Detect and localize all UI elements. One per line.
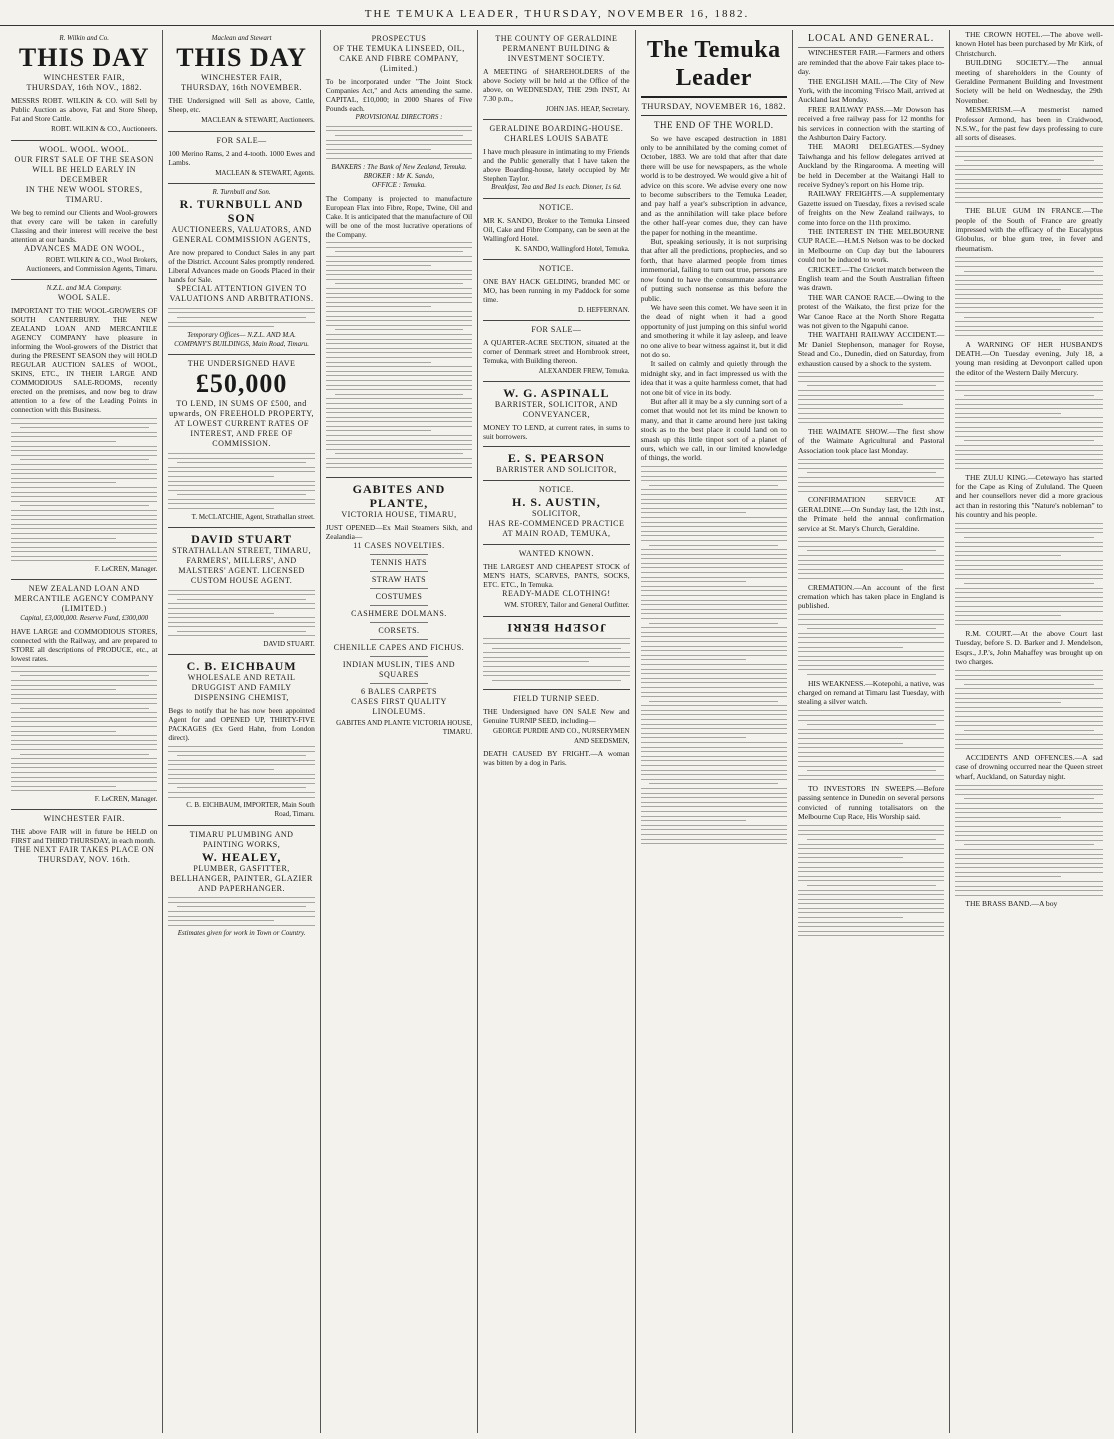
ad-body: THE LARGEST AND CHEAPEST STOCK of MEN'S HATS, SCARVES, PANTS, SOCKS, ETC. ETC., In Temuka. <box>483 562 630 590</box>
ad-body: 100 Merino Rams, 2 and 4-tooth. 1000 Ewes and Lambs. <box>168 148 315 167</box>
ad-body: Begs to notify that he has now been appointed Agent for and OPENED UP, THIRTY-FIVE PACKAGES (Ex Gerd Hahn, from London direct). <box>168 706 315 743</box>
ad-subtitle: WHOLESALE AND RETAIL DRUGGIST AND FAMILY DISPENSING CHEMIST, <box>187 673 296 703</box>
ad-sando-notice <box>483 199 629 260</box>
ad-text-lines <box>168 897 314 926</box>
news-item: THE WAR CANOE RACE.—Owing to the protest of the Waikato, the first prize for the War Canoe Race at the North Shore Regatta was not given to the Ngapuhi canoe. <box>797 292 945 331</box>
news-item: A WARNING OF HER HUSBAND'S DEATH.—On Tuesday evening, July 18, a young man residing at Devonport called upon the editor of the Western Daily Mercury. <box>955 339 1103 377</box>
ad-gelding-notice <box>483 260 629 321</box>
news-item: ACCIDENTS AND OFFENCES.—A sad case of drowning occurred near the Queen street wharf, Auckland, on Saturday night. <box>955 752 1103 781</box>
ad-signature: GABITES AND PLANTE VICTORIA HOUSE, TIMARU. <box>336 718 473 737</box>
news-item: THE ZULU KING.—Cetewayo has started for the Cape as King of Zululand. The Queen and her counsellors never did a more gracious act than in restoring this "Nature's nobleman" to his country and his people. <box>955 472 1103 520</box>
ad-offices: Temporary Offices— N.Z.L. AND M.A. COMPANY'S BUILDINGS, Main Road, Timaru. <box>174 330 310 349</box>
news-text-lines <box>955 257 1102 336</box>
ad-footer: Estimates given for work in Town or Country. <box>177 929 306 938</box>
article-text-lines <box>641 466 787 844</box>
ad-tennis-hats: TENNIS HATS <box>371 557 427 567</box>
ad-meals: Breakfast, Tea and Bed 1s each. Dinner, 1s 6d. <box>491 183 622 192</box>
ad-bankers: BANKERS : The Bank of New Zealand, Temuka. <box>331 162 467 171</box>
ad-text-lines <box>168 746 314 798</box>
news-item: TO INVESTORS IN SWEEPS.—Before passing sentence in Dunedin on several persons convicted of running totalisators on the Melbourne Cup Race, His Worship said. <box>797 783 945 822</box>
ad-subtitle: SOLICITOR, <box>532 509 581 519</box>
ad-firm: R. Wilkin and Co. <box>59 34 109 42</box>
ad-title: PROSPECTUS <box>371 34 427 43</box>
ad-bales: 6 BALES CARPETS <box>360 686 437 696</box>
ad-section-sale <box>483 321 629 382</box>
ad-body: We beg to remind our Clients and Wool-growers that every care will be taken in carefully Classing and their interest will receive the best attention at our hands. <box>11 207 158 244</box>
ad-text-lines <box>168 453 314 509</box>
header-text: THE TEMUKA LEADER, THURSDAY, NOVEMBER 16, 1882. <box>364 8 750 20</box>
article-paragraph: But after all it may be a sly cunning sort of a comet that would not let its mind be known to many, and that it came around here just taking stock as to the best place it could land on to smash up this little tinpot sort of a planet of ours, which we call, in our limited knowledge of things, the world. <box>640 396 787 463</box>
ad-title: WOOL SALE. <box>57 293 111 303</box>
ad-body: To be incorporated under "The Joint Stock Companies Act," and Acts amending the same. CAPITAL, £10,000; in 2000 Shares of Five Pounds each. <box>325 77 473 113</box>
ad-linoleums: CASES FIRST QUALITY LINOLEUMS. <box>351 696 447 716</box>
news-text-lines <box>798 710 944 780</box>
ad-next-fair: THE NEXT FAIR TAKES PLACE ON THURSDAY, NOV. 16th. <box>14 845 155 865</box>
ad-signature: DAVID STUART. <box>263 640 315 649</box>
ad-advances: ADVANCES MADE ON WOOL, <box>23 243 145 253</box>
news-item: THE INTEREST IN THE MELBOURNE CUP RACE.—H.M.S Nelson was to be docked in Melbourne on Cup day but the labourers could not be induced to work. <box>797 227 945 265</box>
ad-title: NEW ZEALAND LOAN AND MERCANTILE AGENCY COMPANY (LIMITED.) <box>14 584 155 614</box>
news-text-lines <box>955 523 1102 625</box>
ad-signature: WM. STOREY, Tailor and General Outfitter. <box>504 601 630 610</box>
ad-title: R. TURNBULL AND SON <box>179 197 304 226</box>
news-text-lines <box>955 785 1102 896</box>
ad-name: W. HEALEY, <box>201 849 282 864</box>
news-text-lines <box>955 670 1102 749</box>
ad-corsets: CORSETS. <box>378 625 420 635</box>
ad-heading: THE UNDERSIGNED HAVE <box>187 359 296 369</box>
news-text-lines <box>798 614 944 675</box>
ad-title: NOTICE. <box>538 263 574 273</box>
news-item: MESMERISM.—A mesmerist named Professor Armond, has been in Craidwood, N.S.W., for the past few days professing to cure all sorts of diseases. <box>955 105 1103 143</box>
news-item: R.M. COURT.—At the above Court last Tuesday, before S. D. Barker and J. Mendelson, Esqrs., J.P.'s, John Mahaffey was brought up on two charges. <box>955 628 1103 667</box>
news-item: THE CROWN HOTEL.—The above well-known Hotel has been purchased by Mr Kirk, of Christchurch. <box>955 30 1103 58</box>
news-item: THE BLUE GUM IN FRANCE.—The people of the South of France are greatly impressed with the efficacy of the Eucalyptus Globulus, or blue gum tree, in fever and rheumatism. <box>955 206 1103 253</box>
ad-firm: N.Z.L. and M.A. Company. <box>46 284 122 293</box>
ad-title: WANTED KNOWN. <box>518 549 594 559</box>
ad-broker: BROKER : Mr K. Sando, <box>363 171 435 180</box>
ad-signature: T. McCLATCHIE, Agent, Strathallan street. <box>191 512 315 521</box>
news-item: THE MAORI DELEGATES.—Sydney Taiwhanga and his fellow delegates arrived at Auckland by the Ringarooma. A meeting will be held in December at the Waitangi Hall to receive Sydney's report on his Home trip. <box>797 142 945 189</box>
ad-aspinall <box>483 382 629 447</box>
ad-title: DAVID STUART <box>191 531 293 546</box>
masthead-title: The Temuka Leader <box>646 37 781 91</box>
article-paragraph: We have seen this comet. We have seen it in the dead of night when it had a good opportunity of just jumping on this sinful world and smothering it while it lay asleep, and leave no one alive to bear witness against it, but it did not do so. <box>640 302 787 359</box>
ad-pearson <box>483 447 629 481</box>
news-item: RAILWAY FREIGHTS.—A supplementary Gazette issued on Tuesday, fixes a revised scale of freights on the New Zealand railways, to come into force on the 11th proximo. <box>797 189 945 227</box>
ad-body: I have much pleasure in intimating to my Friends and the Public generally that I have taken the above Boarding-house, lately occupied by Mr Stephen Taylor. <box>483 147 630 184</box>
ad-text-lines <box>168 308 314 327</box>
ad-signature: JOHN JAS. HEAP, Secretary. <box>546 105 630 113</box>
ad-maclean-fair <box>168 30 314 132</box>
local-news <box>798 48 944 936</box>
news-item: THE ENGLISH MAIL.—The City of New York, with the incoming 'Frisco Mail, arrived at Auckland last Monday. <box>797 76 945 105</box>
ad-title: WOOL. WOOL. WOOL. <box>39 144 130 154</box>
ad-subtitle: BARRISTER, SOLICITOR, AND CONVEYANCER, <box>494 400 618 420</box>
news-item: BUILDING SOCIETY.—The annual meeting of shareholders in the County of Geraldine Permanent Building and Investment Society will be held on Wednesday, the 29th November. <box>955 58 1103 105</box>
ad-signature: C. B. EICHBAUM, IMPORTER, Main South Road, Timaru. <box>186 801 315 819</box>
dateline: THURSDAY, NOVEMBER 16, 1882. <box>641 98 787 116</box>
news-item: CONFIRMATION SERVICE AT GERALDINE.—On Sunday last, the 12th inst., the Primate held the annual confirmation service at St. Mary's Church, Geraldine. <box>797 495 945 533</box>
ad-firm: R. Turnbull and Son. <box>212 187 271 196</box>
ad-signature: GEORGE PURDIE AND CO., NURSERYMEN AND SEEDSMEN, <box>493 727 630 745</box>
column-1 <box>6 30 163 1433</box>
news-text-lines <box>798 537 944 579</box>
ad-body: THE Undersigned have ON SALE New and Genuine TURNIP SEED, including— <box>483 707 630 726</box>
ad-title: THIS DAY <box>18 43 150 73</box>
masthead <box>641 30 787 98</box>
ad-text-lines <box>483 638 629 680</box>
news-item: THE BRASS BAND.—A boy <box>965 899 1058 909</box>
ad-rams-sale <box>168 132 314 184</box>
ad-title: JOSEPH BERRI <box>506 620 607 635</box>
article-paragraph: So we have escaped destruction in 1881 only to be annihilated by the coming comet of October, 1883. We are told that after that date there will be use for newspapers, as the whole world is to be destroyed. We would give a hit of advice on this score. We advise every one now to become subscribers to the Temuka Leader, and pay half a year's subscription in advance, and as the annihilation will take place before the other half-year comes due, they can have the paper for nothing in the meantime. <box>640 133 787 237</box>
ad-wilkin-fair <box>11 30 157 141</box>
ad-text-lines <box>326 242 472 468</box>
news-item: WINCHESTER FAIR.—Farmers and others are reminded that the above Fair takes place to-day. <box>797 48 945 77</box>
ad-body: FARMERS', MILLERS', AND MALSTERS' AGENT. LICENSED CUSTOM HOUSE AGENT. <box>178 555 305 585</box>
leader-article <box>641 121 787 844</box>
ad-berri-inverted <box>483 617 629 691</box>
column-3 <box>321 30 478 1433</box>
ad-winchester-fair <box>11 810 157 870</box>
ad-nz-loan <box>11 580 157 810</box>
news-item: FREE RAILWAY PASS.—Mr Dowson has received a free railway pass for 12 months for his services in connection with the starting of the Ashburton Dairy Factory. <box>797 104 945 142</box>
ad-signature: MACLEAN & STEWART, Auctioneers. <box>201 116 315 125</box>
article-paragraph: It sailed on calmly and quietly through the midnight sky, and in fact impressed us with the idea that it was a quite harmless comet, that had not one bit of vice in its body. <box>640 359 787 397</box>
ad-signature: F. LeCREN, Manager. <box>94 794 158 803</box>
news-text-lines <box>798 372 944 424</box>
ad-signature: F. LeCREN, Manager. <box>94 565 158 574</box>
page-header <box>0 0 1114 26</box>
ad-title: THIS DAY <box>176 43 307 73</box>
ad-prospectus <box>326 30 472 478</box>
ad-signature: ALEXANDER FREW, Temuka. <box>538 367 630 376</box>
ad-amount: £50,000 <box>195 369 288 399</box>
article-title: THE END OF THE WORLD. <box>654 120 774 131</box>
ad-title: FOR SALE— <box>531 325 582 335</box>
ad-body: JUST OPENED—Ex Mail Steamers Sikh, and Zealandia— <box>325 522 473 541</box>
ad-david-stuart <box>168 528 314 655</box>
news-text-lines <box>955 146 1102 202</box>
ad-nzlma-wool <box>11 280 157 580</box>
ad-costumes: COSTUMES <box>375 591 423 601</box>
ad-text-lines <box>168 590 314 637</box>
ad-office: OFFICE : Temuka. <box>371 181 426 190</box>
ad-subtitle: AUCTIONEERS, VALUATORS, AND GENERAL COMMISSION AGENTS, <box>171 225 312 245</box>
ad-wool-sale <box>11 141 157 281</box>
ad-body: THE above FAIR will in future be HELD on FIRST and THIRD THURSDAY, in each month. <box>11 827 158 846</box>
ad-body: HAS RE-COMMENCED PRACTICE AT MAIN ROAD, TEMUKA, <box>488 519 625 539</box>
ad-title: THE COUNTY OF GERALDINE PERMANENT BUILDING & INVESTMENT SOCIETY. <box>495 34 618 63</box>
ad-body: IMPORTANT TO THE WOOL-GROWERS OF SOUTH CANTERBURY. THE NEW ZEALAND LOAN AND MERCANTILE AGENCY COMPANY have pleasure in informing the Wool-growers of the District that during the PRESENT SEASON they will HOLD REGULAR AUCTION SALES of WOOL, SKINS, ETC., IN THEIR LARGE AND COMMODIOUS SALE-ROOMS, recently erected on the premises, and now beg to draw attention to a few of the Leading Points in connection with this Business. <box>11 306 158 415</box>
ad-text-lines <box>326 126 472 159</box>
ad-dolmans: CASHMERE DOLMANS. <box>351 608 447 618</box>
ad-turnip-seed <box>483 690 629 772</box>
column-2 <box>163 30 320 1433</box>
local-news-continued <box>955 30 1102 909</box>
ad-title: TIMARU PLUMBING AND PAINTING WORKS, <box>189 829 294 849</box>
ad-signature: MACLEAN & STEWART, Agents. <box>215 168 315 177</box>
ad-money-lend <box>168 355 314 528</box>
column-4 <box>478 30 635 1433</box>
ad-date: THURSDAY, 16th NOVEMBER. <box>181 83 303 93</box>
ad-body: PLUMBER, GASFITTER, BELLHANGER, PAINTER, GLAZIER AND PAPERHANGER. <box>170 863 313 893</box>
ad-muslin: INDIAN MUSLIN, TIES AND SQUARES <box>342 659 456 679</box>
ad-boarding-house <box>483 120 629 198</box>
ad-title: W. G. ASPINALL <box>503 386 610 401</box>
ad-body: Are now prepared to Conduct Sales in any part of the District. Account Sales promptly rendered. Liberal Advances made on Goods Placed in their hands for Sale. <box>168 248 315 285</box>
ad-title: GABITES AND PLANTE, <box>352 481 446 510</box>
ad-capital: Capital, £3,000,000. Reserve Fund, £300,000 <box>20 614 149 623</box>
ad-title: GERALDINE BOARDING-HOUSE. <box>489 124 624 134</box>
ad-body: MESSRS ROBT. WILKIN & CO. will Sell by Public Auction as above, Fat and Store Sheep, Fat and Store Cattle. <box>11 96 158 124</box>
ad-name: CHARLES LOUIS SABATE <box>504 134 609 144</box>
ad-text-lines <box>11 666 157 791</box>
ad-death-fright: DEATH CAUSED BY FRIGHT.—A woman was bitten by a dog in Paris. <box>483 748 630 767</box>
ad-text: The Company is projected to manufacture European Flax into Fibre, Rope, Twine, Oil and Cake. It is anticipated that the manufacture of Oil will be one of the most lucrative operations of the Company. <box>325 193 473 239</box>
ad-body: ONE BAY HACK GELDING, branded MC or MO, has been running in my Paddock for some time. <box>483 276 630 304</box>
news-text-lines <box>798 459 944 492</box>
news-text-lines <box>798 825 944 936</box>
ad-body: A QUARTER-ACRE SECTION, situated at the corner of Denmark street and Hornbrook street, Temuka, with Building thereon. <box>483 338 630 366</box>
ad-subtitle: OF THE TEMUKA LINSEED, OIL, CAKE AND FIBRE COMPANY, (Limited.) <box>333 44 465 73</box>
ad-title: FIELD TURNIP SEED. <box>513 694 600 704</box>
ad-title: NOTICE. <box>538 485 574 495</box>
ad-location: IN THE NEW WOOL STORES, TIMARU. <box>25 184 143 204</box>
newspaper-columns <box>6 30 1108 1433</box>
ad-eichbaum <box>168 655 314 825</box>
news-item: THE WAITAHI RAILWAY ACCIDENT.—Mr Daniel Stephenson, manager for Royse, Stead and Co., Dunedin, died on Saturday, from exhaustion caused by a shock to the system. <box>797 330 945 368</box>
ad-title: C. B. EICHBAUM <box>186 659 297 674</box>
ad-subtitle: BARRISTER AND SOLICITOR, <box>496 465 617 475</box>
ad-healey <box>168 826 314 944</box>
ad-name: H. S. AUSTIN, <box>512 495 601 510</box>
ad-subtitle: WINCHESTER FAIR, <box>200 73 283 83</box>
ad-directors: PROVISIONAL DIRECTORS : <box>355 113 443 121</box>
news-item: HIS WEAKNESS.—Kotepohi, a native, was charged on remand at Timaru last Tuesday, with stealing a silver watch. <box>797 678 945 707</box>
ad-subtitle: STRATHALLAN STREET, TIMARU, <box>172 545 312 555</box>
article-paragraph: But, speaking seriously, it is not surprising that after all the predictions, prophecies, and so forth, that have alarmed people from times immemorial, failing to turn out true, persons are now found to have the consummate assurance of putting such nonsense as this before the public. <box>640 237 787 303</box>
ad-text-lines <box>11 418 157 561</box>
ad-title: FOR SALE— <box>216 135 267 145</box>
news-item: THE WAIMATE SHOW.—The first show of the Waimate Agricultural and Pastoral Association took place last Monday. <box>797 426 945 455</box>
column-7 <box>950 30 1107 1433</box>
ad-subtitle: VICTORIA HOUSE, TIMARU, <box>341 509 457 519</box>
ad-gabites-plante <box>326 478 472 743</box>
ad-turnbull <box>168 184 314 355</box>
ad-body: MONEY TO LEND, at current rates, in sums to suit borrowers. <box>483 423 630 442</box>
ad-austin <box>483 481 629 545</box>
ad-heading: OUR FIRST SALE OF THE SEASON WILL BE HELD EARLY IN DECEMBER <box>14 154 154 184</box>
ad-subtitle: WINCHESTER FAIR, <box>43 73 125 83</box>
ad-ready-made: READY-MADE CLOTHING! <box>502 589 611 599</box>
ad-title: WINCHESTER FAIR. <box>43 814 125 824</box>
ad-straw-hats: STRAW HATS <box>371 574 427 584</box>
ad-cases: 11 CASES NOVELTIES. <box>353 540 445 550</box>
ad-date: THURSDAY, 16th NOV., 1882. <box>26 83 142 93</box>
ad-body: TO LEND, IN SUMS OF £500, and upwards, ON FREEHOLD PROPERTY, AT LOWEST CURRENT RATES OF INTEREST, AND FREE OF COMMISSION. <box>169 399 314 449</box>
ad-title: E. S. PEARSON <box>507 451 605 466</box>
ad-body: HAVE LARGE and COMMODIOUS STORES, connected with the Railway, and are prepared to STORE all descriptions of PRODUCE, etc., at lowest rates. <box>11 626 158 663</box>
ad-signature: K. SANDO, Wallingford Hotel, Temuka. <box>514 244 630 253</box>
ad-signature: D. HEFFERNAN. <box>578 305 630 314</box>
column-6 <box>793 30 950 1433</box>
news-item: CREMATION.—An account of the first cremation which has taken place in England is published. <box>797 582 945 611</box>
ad-signature: ROBT. WILKIN & CO., Auctioneers. <box>51 125 158 134</box>
ad-signature: ROBT. WILKIN & CO., Wool Brokers, Auctioneers, and Commission Agents, Timaru. <box>26 255 158 273</box>
news-text-lines <box>955 381 1102 469</box>
section-title: LOCAL AND GENERAL. <box>798 30 944 48</box>
ad-body: A MEETING of SHAREHOLDERS of the above Society will be held at the Office of the above, on WEDNESDAY, THE 29th INST, At 7.30 p.m., <box>483 67 630 103</box>
ad-title: NOTICE. <box>538 202 574 212</box>
ad-chenille: CHENILLE CAPES AND FICHUS. <box>333 642 465 652</box>
ad-special: SPECIAL ATTENTION GIVEN TO VALUATIONS AND ARBITRATIONS. <box>169 284 314 304</box>
ad-body: THE Undersigned will Sell as above, Cattle, Sheep, etc. <box>168 96 315 115</box>
ad-storey <box>483 545 629 616</box>
news-item: CRICKET.—The Cricket match between the English team and the South Australian fifteen was drawn. <box>797 264 945 293</box>
ad-body: MR K. SANDO, Broker to the Temuka Linseed Oil, Cake and Fibre Company, can be seen at the Wallingford Hotel. <box>483 215 630 243</box>
ad-building-society <box>483 30 629 120</box>
column-5 <box>636 30 793 1433</box>
ad-firm: Maclean and Stewart <box>211 34 272 42</box>
